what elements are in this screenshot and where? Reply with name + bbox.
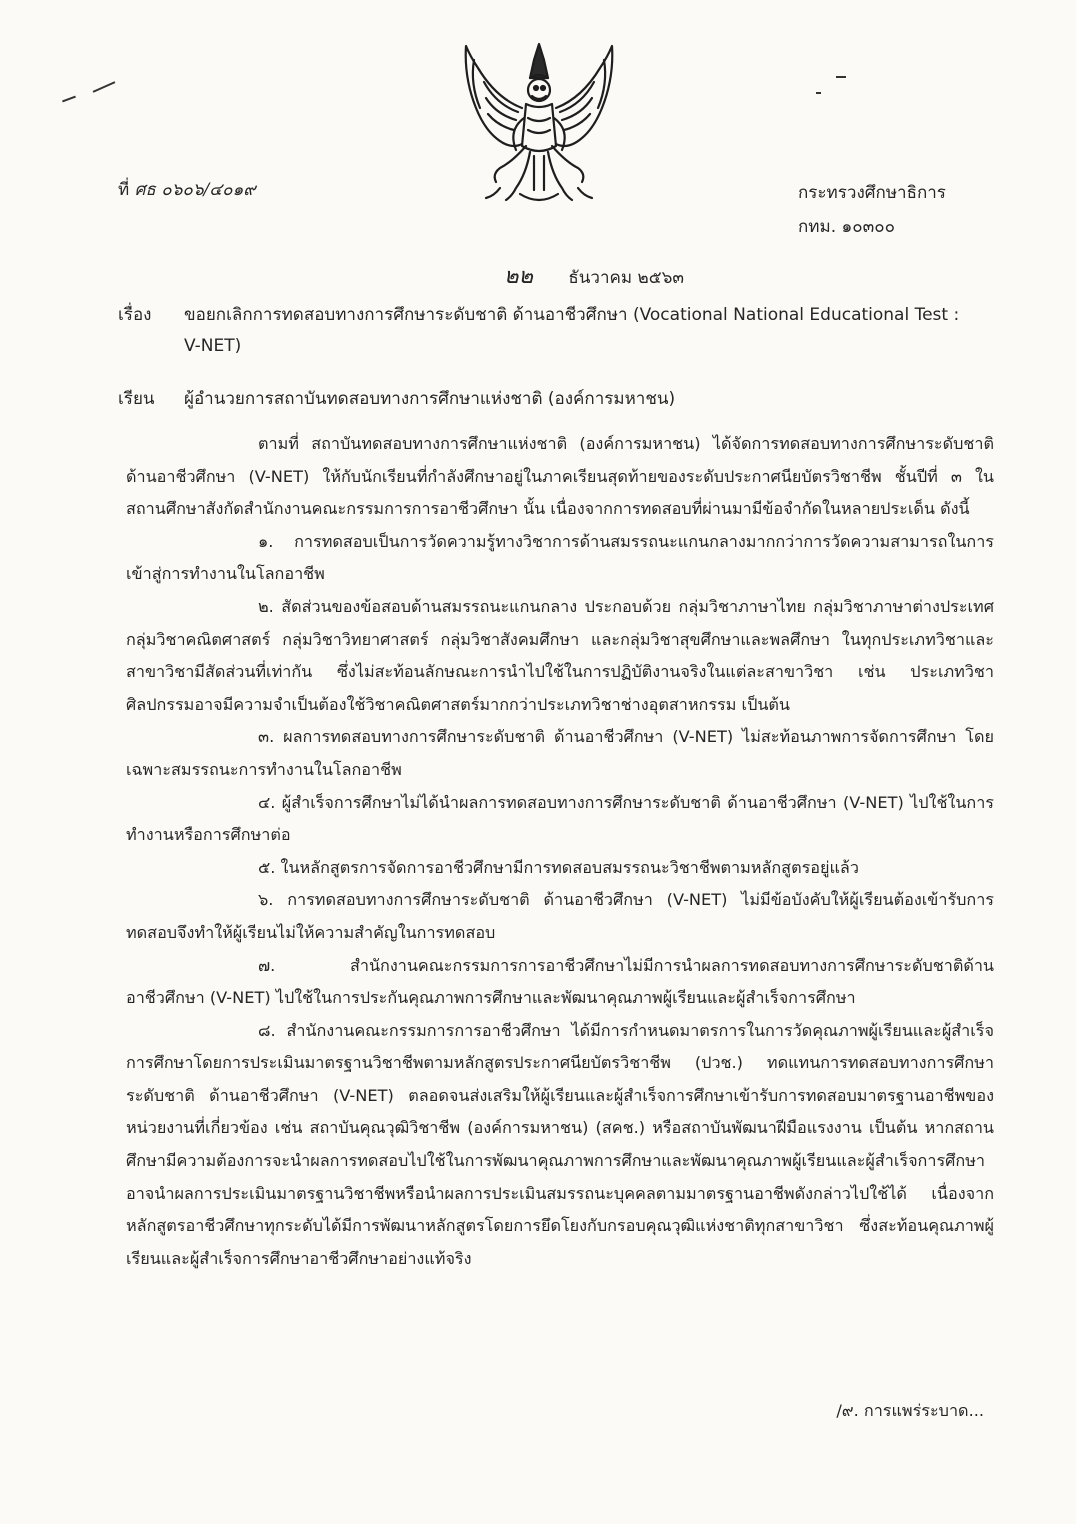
sender-block — [798, 176, 946, 244]
recipient-line — [118, 384, 968, 415]
subject-label: เรื่อง — [118, 305, 152, 325]
list-item: ๓. ผลการทดสอบทางการศึกษาระดับชาติ ด้านอาชีวศึกษา (V-NET) ไม่สะท้อนภาพการจัดการศึกษา โดยเฉพาะสมรรถนะการทำงานในโลกอาชีพ — [126, 727, 994, 779]
recipient-label: เรียน — [118, 389, 155, 409]
subject-text: ขอยกเลิกการทดสอบทางการศึกษาระดับชาติ ด้านอาชีวศึกษา (Vocational National Educational Test : V-NET) — [184, 305, 960, 356]
continuation-note: /๙. การแพร่ระบาด... — [836, 1401, 984, 1420]
letter-date — [504, 258, 684, 293]
garuda-emblem-icon — [456, 38, 622, 208]
list-item: ๘. สำนักงานคณะกรรมการการอาชีวศึกษา ได้มีการกำหนดมาตรการในการวัดคุณภาพผู้เรียนและผู้สำเร็จการศึกษาโดยการประเมินมาตรฐานวิชาชีพตามหลักสูตรประกาศนียบัตรวิชาชีพ (ปวช.) ทดแทนการทดสอบทางการศึกษาระดับชาติ ด้านอาชีวศึกษา (V-NET) ตลอดจนส่งเสริมให้ผู้เรียนและผู้สำเร็จการศึกษาเข้ารับการทดสอบมาตรฐานอาชีพของหน่วยงานที่เกี่ยวข้อง เช่น สถาบันคุณวุฒิวิชาชีพ (องค์การมหาชน) (สคช.) หรือสถาบันพัฒนาฝีมือแรงงาน เป็นต้น หากสถานศึกษามีความต้องการจะนำผลการทดสอบไปใช้ในการพัฒนาคุณภาพการศึกษาและพัฒนาคุณภาพผู้เรียนและผู้สำเร็จการศึกษา อาจนำผลการประเมินมาตรฐานวิชาชีพหรือนำผลการประเมินสมรรถนะบุคคลตามมาตรฐานอาชีพดังกล่าวไปใช้ได้ เนื่องจากหลักสูตรอาชีวศึกษาทุกระดับได้มีการพัฒนาหลักสูตรโดยการยึดโยงกับกรอบคุณวุฒิแห่งชาติทุกสาขาวิชา ซึ่งสะท้อนคุณภาพผู้เรียนและผู้สำเร็จการศึกษาอาชีวศึกษาอย่างแท้จริง — [126, 1020, 994, 1268]
letter-body — [126, 428, 994, 1275]
subject-line — [118, 300, 968, 362]
date-day: ๒๒ — [504, 264, 534, 289]
date-month-year: ธันวาคม ๒๕๖๓ — [568, 268, 684, 288]
pen-mark — [62, 96, 76, 103]
reference-label: ที่ — [118, 180, 130, 200]
list-item: ๔. ผู้สำเร็จการศึกษาไม่ได้นำผลการทดสอบทางการศึกษาระดับชาติ ด้านอาชีวศึกษา (V-NET) ไปใช้ในการทำงานหรือการศึกษาต่อ — [126, 792, 994, 845]
reference-line — [118, 176, 256, 203]
list-item: ๖. การทดสอบทางการศึกษาระดับชาติ ด้านอาชีวศึกษา (V-NET) ไม่มีข้อบังคับให้ผู้เรียนต้องเข้ารับการทดสอบจึงทำให้ผู้เรียนไม่ให้ความสำคัญในการทดสอบ — [126, 890, 994, 942]
postal-address: กทม. ๑๐๓๐๐ — [798, 217, 896, 237]
recipient-text: ผู้อำนวยการสถาบันทดสอบทางการศึกษาแห่งชาติ (องค์การมหาชน) — [184, 389, 676, 409]
reference-number: ศธ ๐๖๐๖/๔๐๑๙ — [134, 180, 256, 200]
pen-mark — [836, 76, 846, 78]
list-item: ๑. การทดสอบเป็นการวัดความรู้ทางวิชาการด้านสมรรถนะแกนกลางมากกว่าการวัดความสามารถในการเข้าสู่การทำงานในโลกอาชีพ — [126, 531, 994, 584]
ministry-name: กระทรวงศึกษาธิการ — [798, 183, 946, 203]
pen-mark — [816, 92, 821, 94]
intro-paragraph: ตามที่ สถาบันทดสอบทางการศึกษาแห่งชาติ (องค์การมหาชน) ได้จัดการทดสอบทางการศึกษาระดับชาติ ด้านอาชีวศึกษา (V-NET) ให้กับนักเรียนที่กำลังศึกษาอยู่ในภาคเรียนสุดท้ายของระดับประกาศนียบัตรวิชาชีพ ชั้นปีที่ ๓ ในสถานศึกษาสังกัดสำนักงานคณะกรรมการการอาชีวศึกษา นั้น เนื่องจากการทดสอบที่ผ่านมามีข้อจำกัดในหลายประเด็น ดังนี้ — [126, 434, 994, 519]
list-item: ๒. สัดส่วนของข้อสอบด้านสมรรถนะแกนกลาง ประกอบด้วย กลุ่มวิชาภาษาไทย กลุ่มวิชาภาษาต่างประเทศ กลุ่มวิชาคณิตศาสตร์ กลุ่มวิชาวิทยาศาสตร์ กลุ่มวิชาสังคมศึกษา และกลุ่มวิชาสุขศึกษาและพลศึกษา ในทุกประเภทวิชาและสาขาวิชามีสัดส่วนที่เท่ากัน ซึ่งไม่สะท้อนลักษณะการนำไปใช้ในการปฏิบัติงานจริงในแต่ละสาขาวิชา เช่น ประเภทวิชาศิลปกรรมอาจมีความจำเป็นต้องใช้วิชาคณิตศาสตร์มากกว่าประเภทวิชาช่างอุตสาหกรรม เป็นต้น — [126, 596, 994, 714]
pen-mark — [93, 81, 116, 93]
list-item: ๗. สำนักงานคณะกรรมการการอาชีวศึกษาไม่มีการนำผลการทดสอบทางการศึกษาระดับชาติด้านอาชีวศึกษา (V-NET) ไปใช้ในการประกันคุณภาพการศึกษาและพัฒนาคุณภาพผู้เรียนและผู้สำเร็จการศึกษา — [126, 955, 994, 1008]
list-item: ๕. ในหลักสูตรการจัดการอาชีวศึกษามีการทดสอบสมรรถนะวิชาชีพตามหลักสูตรอยู่แล้ว — [258, 857, 859, 877]
